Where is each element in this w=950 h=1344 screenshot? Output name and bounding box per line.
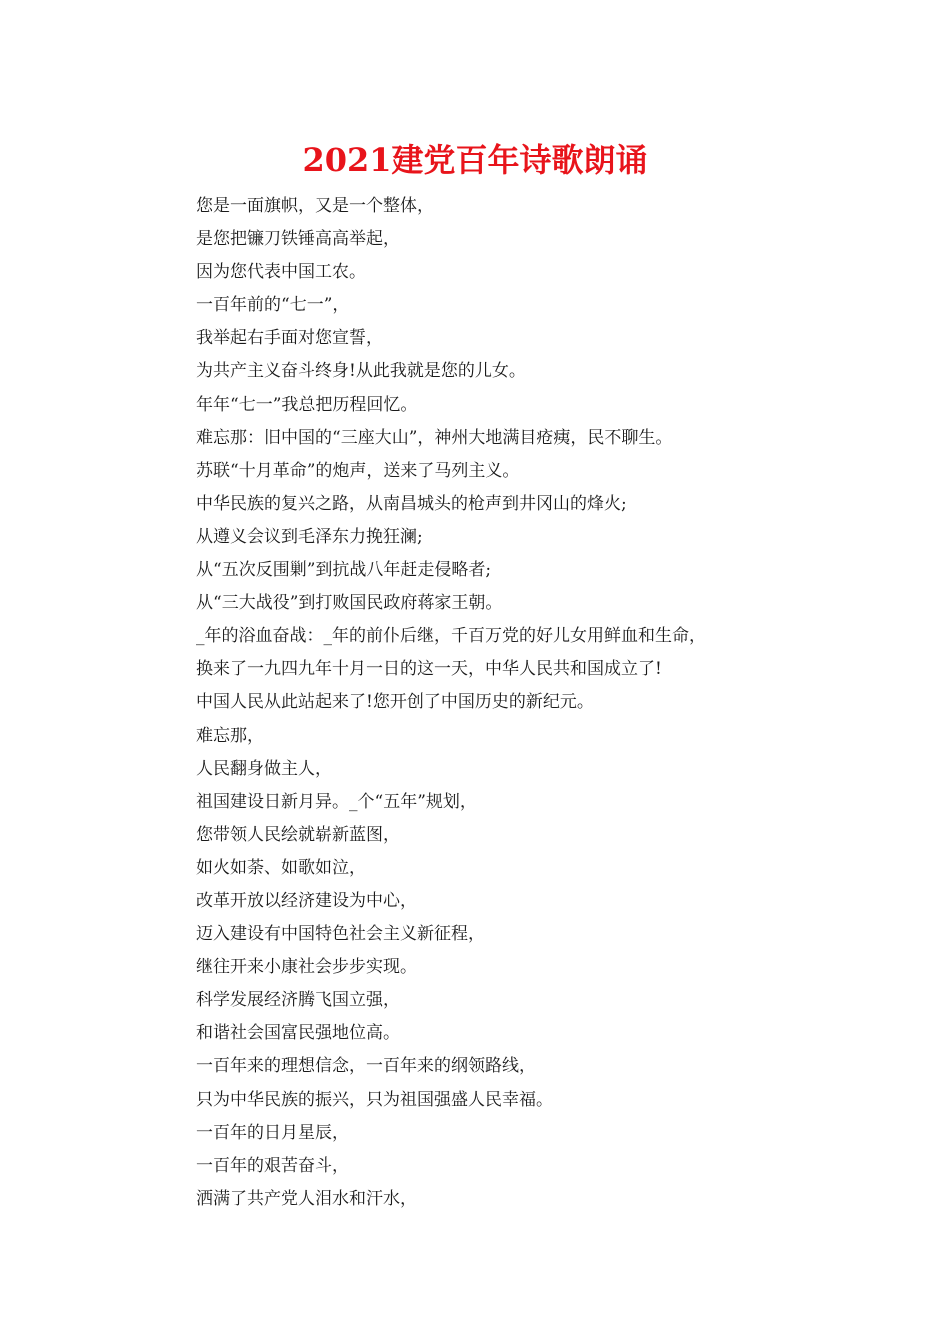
poem-line: 改革开放以经济建设为中心， [196,890,417,911]
poem-line: 人民翻身做主人， [196,758,332,779]
poem-line: 中国人民从此站起来了!您开创了中国历史的新纪元。 [196,692,594,713]
poem-line: 中华民族的复兴之路，从南昌城头的枪声到井冈山的烽火; [196,493,627,514]
poem-line: 一百年的日月星辰， [196,1122,349,1143]
poem-line: 换来了一九四九年十月一日的这一天，中华人民共和国成立了! [196,659,662,680]
poem-line: 为共产主义奋斗终身!从此我就是您的儿女。 [196,361,526,382]
poem-line: 您是一面旗帜，又是一个整体， [196,196,434,216]
poem-line: _年的浴血奋战：_年的前仆后继，千百万党的好儿女用鲜血和生命， [196,626,706,647]
poem-line: 洒满了共产党人泪水和汗水， [196,1188,417,1209]
poem-line: 和谐社会国富民强地位高。 [196,1023,400,1044]
poem-line: 继往开来小康社会步步实现。 [196,957,417,978]
poem-line: 一百年的艰苦奋斗， [196,1155,349,1176]
poem-line: 难忘那：旧中国的“三座大山”，神州大地满目疮痍，民不聊生。 [196,427,673,448]
poem-line: 祖国建设日新月异。_个“五年”规划， [196,791,477,812]
poem-line: 从“五次反围剿”到抗战八年赶走侵略者; [196,560,492,581]
poem-line: 年年“七一”我总把历程回忆。 [196,394,418,415]
poem-line: 一百年来的理想信念，一百年来的纲领路线， [196,1056,536,1077]
poem-line: 只为中华民族的振兴，只为祖国强盛人民幸福。 [196,1089,553,1110]
poem-line: 一百年前的“七一”， [196,295,350,316]
poem-line: 从“三大战役”到打败国民政府蒋家王朝。 [196,593,503,614]
poem-line: 如火如荼、如歌如泣， [196,857,366,878]
poem-line: 科学发展经济腾飞国立强， [196,990,400,1011]
poem-line: 是您把镰刀铁锤高高举起， [196,229,400,250]
poem-line: 我举起右手面对您宣誓， [196,328,383,349]
poem-line: 难忘那， [196,725,264,746]
poem-line: 从遵义会议到毛泽东力挽狂澜; [196,526,423,547]
poem-line: 您带领人民绘就崭新蓝图， [196,824,400,845]
poem-line: 苏联“十月革命”的炮声，送来了马列主义。 [196,460,520,481]
page-title: 2021建党百年诗歌朗诵 [302,141,648,179]
poem-line: 迈入建设有中国特色社会主义新征程， [196,924,485,945]
poem-body [196,190,896,1216]
poem-line: 因为您代表中国工农。 [196,262,366,283]
